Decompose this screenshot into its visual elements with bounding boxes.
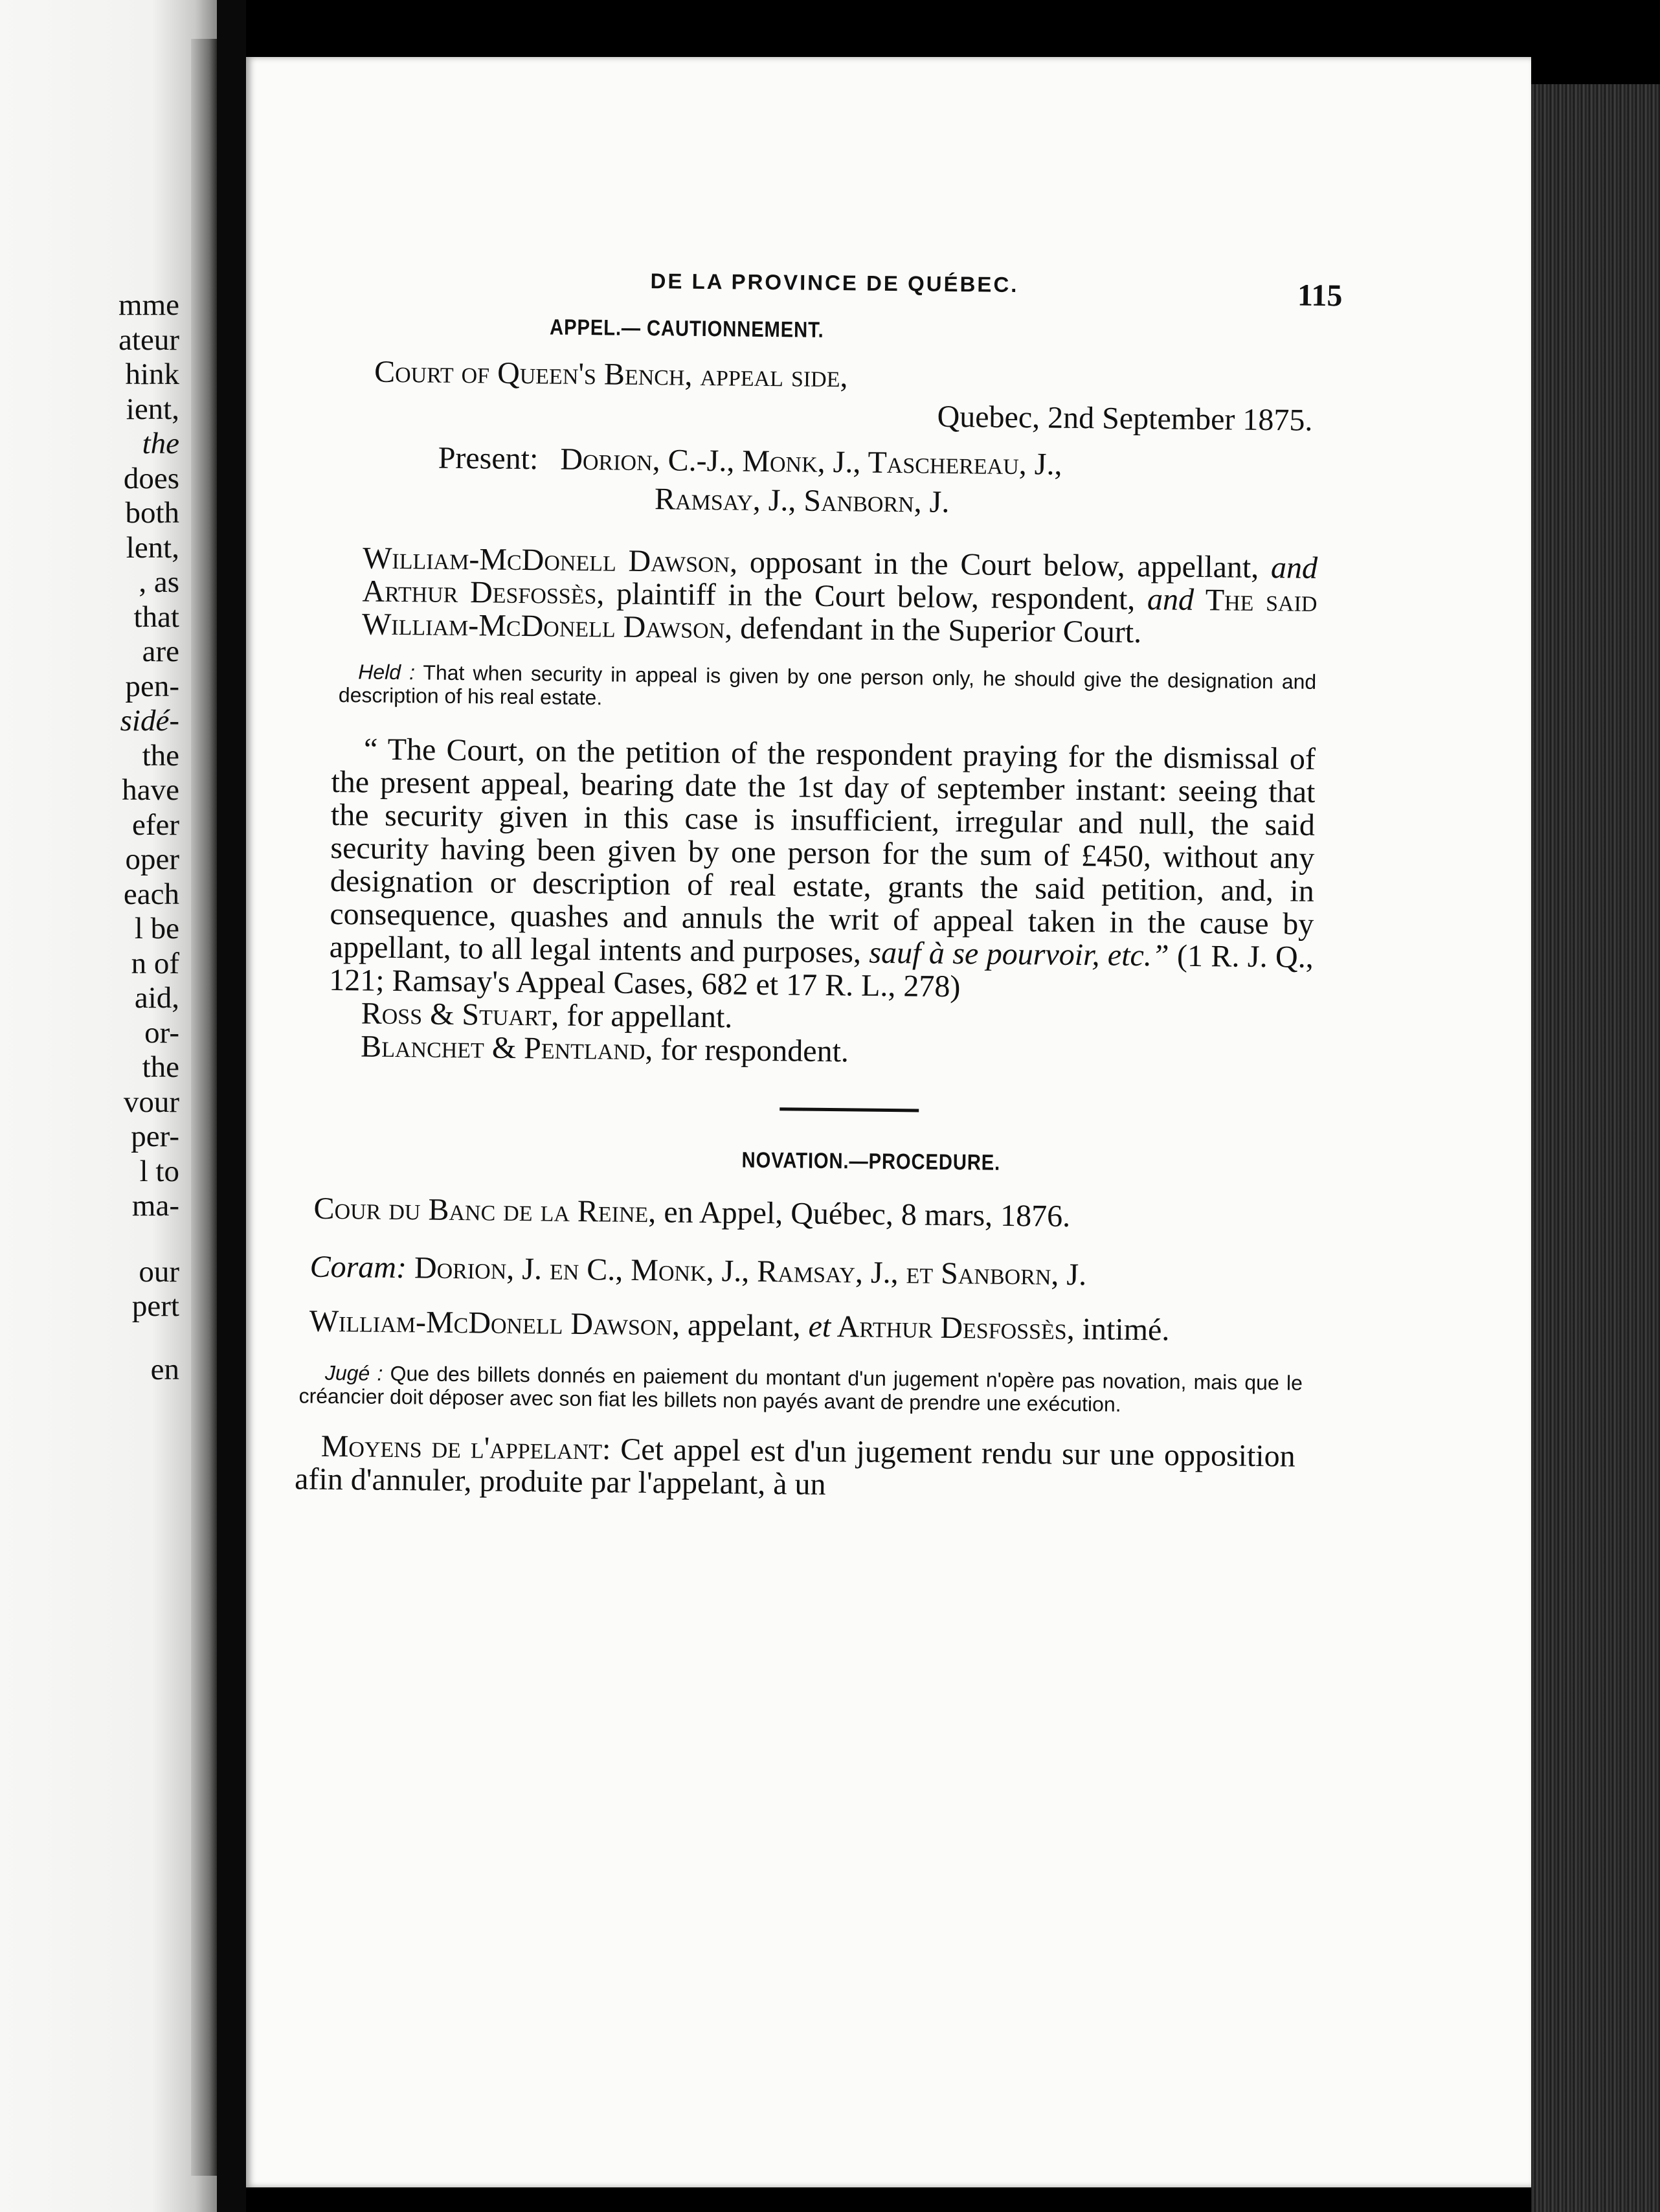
left-fragment: ateur: [118, 322, 179, 357]
left-fragment: each: [123, 877, 179, 911]
conjunction: et: [808, 1309, 831, 1344]
juge-note: [298, 1360, 1303, 1417]
judgment-paragraph: [329, 732, 1316, 1007]
counsel-role: for respondent.: [653, 1032, 849, 1069]
left-fragment: en: [150, 1352, 179, 1386]
left-fragment: l be: [134, 912, 179, 945]
juge-label: Jugé :: [324, 1360, 383, 1385]
held-note: [339, 660, 1317, 717]
conjunction: and: [1270, 550, 1318, 585]
left-fragment: per-: [131, 1120, 179, 1153]
book-binding: [217, 0, 246, 2212]
counsel-name: Ross & Stuart,: [361, 996, 559, 1033]
party-name: Arthur Desfossès,: [362, 574, 605, 611]
left-fragment: have: [122, 773, 179, 807]
left-fragment: , as: [139, 565, 179, 599]
place-date: Quebec, 2nd September 1875.: [937, 399, 1313, 438]
page-gutter-shadow: [191, 39, 217, 2176]
juge-text: Que des billets donnés en paiement du montant d'un jugement n'opère pas novation, mais que le créancier doit déposer avec son fiat les billets non payés avant de prendre une exécution.: [298, 1361, 1303, 1416]
left-page-text-fragments: [11, 288, 179, 1387]
left-fragment: hink: [125, 357, 179, 391]
moyens-label: Moyens de l'appelant:: [320, 1428, 611, 1467]
left-fragment: n of: [131, 946, 179, 980]
page-edges: [1531, 84, 1660, 2212]
conjunction: and: [1147, 582, 1195, 617]
left-fragment: efer: [131, 807, 179, 842]
party-name: William-McDonell Dawson,: [309, 1304, 680, 1342]
left-fragment: oper: [125, 842, 179, 876]
left-fragment: mme: [118, 288, 179, 322]
left-fragment: that: [133, 600, 179, 634]
court-name: Court of Queen's Bench, appeal side,: [374, 354, 848, 394]
left-fragment: pen-: [125, 669, 179, 703]
party-role: plaintiff in the Court below, respondent,: [604, 576, 1148, 617]
party-name: The said William-McDonell Dawson,: [361, 582, 1318, 646]
section-divider: [780, 1107, 919, 1112]
left-fragment: ient,: [126, 392, 179, 426]
left-fragment: does: [123, 461, 179, 495]
coram-judges: Dorion, J. en C., Monk, J., Ramsay, J., et Sanborn, J.: [406, 1250, 1087, 1292]
running-title: DE LA PROVINCE DE QUÉBEC.: [650, 269, 1019, 297]
counsel-role: for appellant.: [559, 998, 733, 1035]
left-fragment: lent,: [126, 530, 179, 565]
section-title-appel: APPEL.— CAUTIONNEMENT.: [549, 315, 824, 343]
left-fragment: or-: [144, 1015, 179, 1050]
judgment-text: “ The Court, on the petition of the respondent praying for the dismissal of the present appeal, bearing date the 1st day of september instant: seeing that the security given in this case is insufficient, irregular and null, the said security having been given by one person for the sum of £450, without any designation or description of real estate, grants the said petition, and, in consequence, quashes and annuls the writ of appeal taken in the cause by appellant, to all legal intents and purposes,: [329, 732, 1316, 970]
left-fragment: are: [142, 635, 179, 668]
left-fragment: the: [142, 427, 179, 460]
court-line-2: [313, 1190, 1318, 1239]
left-fragment: our: [139, 1254, 179, 1289]
party-role: appelant,: [679, 1307, 809, 1344]
coram-label: Coram:: [309, 1249, 407, 1285]
coram-line: [309, 1248, 1317, 1297]
left-fragment: both: [125, 496, 179, 530]
left-fragment: l to: [139, 1154, 179, 1188]
left-fragment: pert: [131, 1289, 179, 1323]
present-label: Present:: [438, 440, 539, 477]
party-role: defendant in the Superior Court.: [732, 611, 1142, 650]
court-name: Cour du Banc de la Reine,: [313, 1191, 656, 1230]
citation: (1 R. J. Q., 121; Ramsay's Appeal Cases, 682 et 17 R. L., 278): [329, 938, 1314, 1004]
party-role: intimé.: [1074, 1312, 1170, 1348]
parties-paragraph-2: [309, 1305, 1297, 1348]
present-judges-2: Ramsay, J., Sanborn, J.: [654, 482, 950, 519]
page-content: [294, 256, 1343, 1506]
present-line: [438, 439, 1325, 487]
running-head: [336, 256, 1343, 313]
left-fragment: the: [142, 1050, 179, 1084]
judgment-italic: sauf à se pourvoir, etc.”: [869, 935, 1169, 973]
moyens-paragraph: [295, 1429, 1295, 1506]
court-place-date: en Appel, Québec, 8 mars, 1876.: [656, 1195, 1071, 1234]
counsel-name: Blanchet & Pentland,: [360, 1029, 653, 1067]
held-label: Held :: [358, 660, 416, 684]
party-role: opposant in the Court below, appellant,: [737, 545, 1272, 585]
parties-paragraph: [362, 541, 1318, 650]
party-name: Arthur Desfossès,: [830, 1309, 1075, 1347]
left-fragment: sidé-: [120, 704, 179, 738]
left-fragment: aid,: [134, 981, 179, 1015]
moyens-text: Cet appel est d'un jugement rendu sur une opposition afin d'annuler, produite par l'appelant, à un: [294, 1432, 1295, 1502]
left-fragment: the: [142, 738, 179, 773]
section-title-novation: NOVATION.—PROCEDURE.: [741, 1147, 1001, 1175]
left-fragment: ma-: [131, 1189, 179, 1223]
page-number: 115: [1297, 278, 1343, 313]
present-judges-1: Dorion, C.-J., Monk, J., Taschereau, J.,: [560, 442, 1062, 482]
party-name: William-McDonell Dawson,: [362, 541, 738, 580]
left-fragment: vour: [123, 1085, 179, 1119]
left-facing-page: [0, 0, 217, 2212]
held-text: That when security in appeal is given by one person only, he should give the designation and description of his real estate.: [338, 660, 1317, 710]
